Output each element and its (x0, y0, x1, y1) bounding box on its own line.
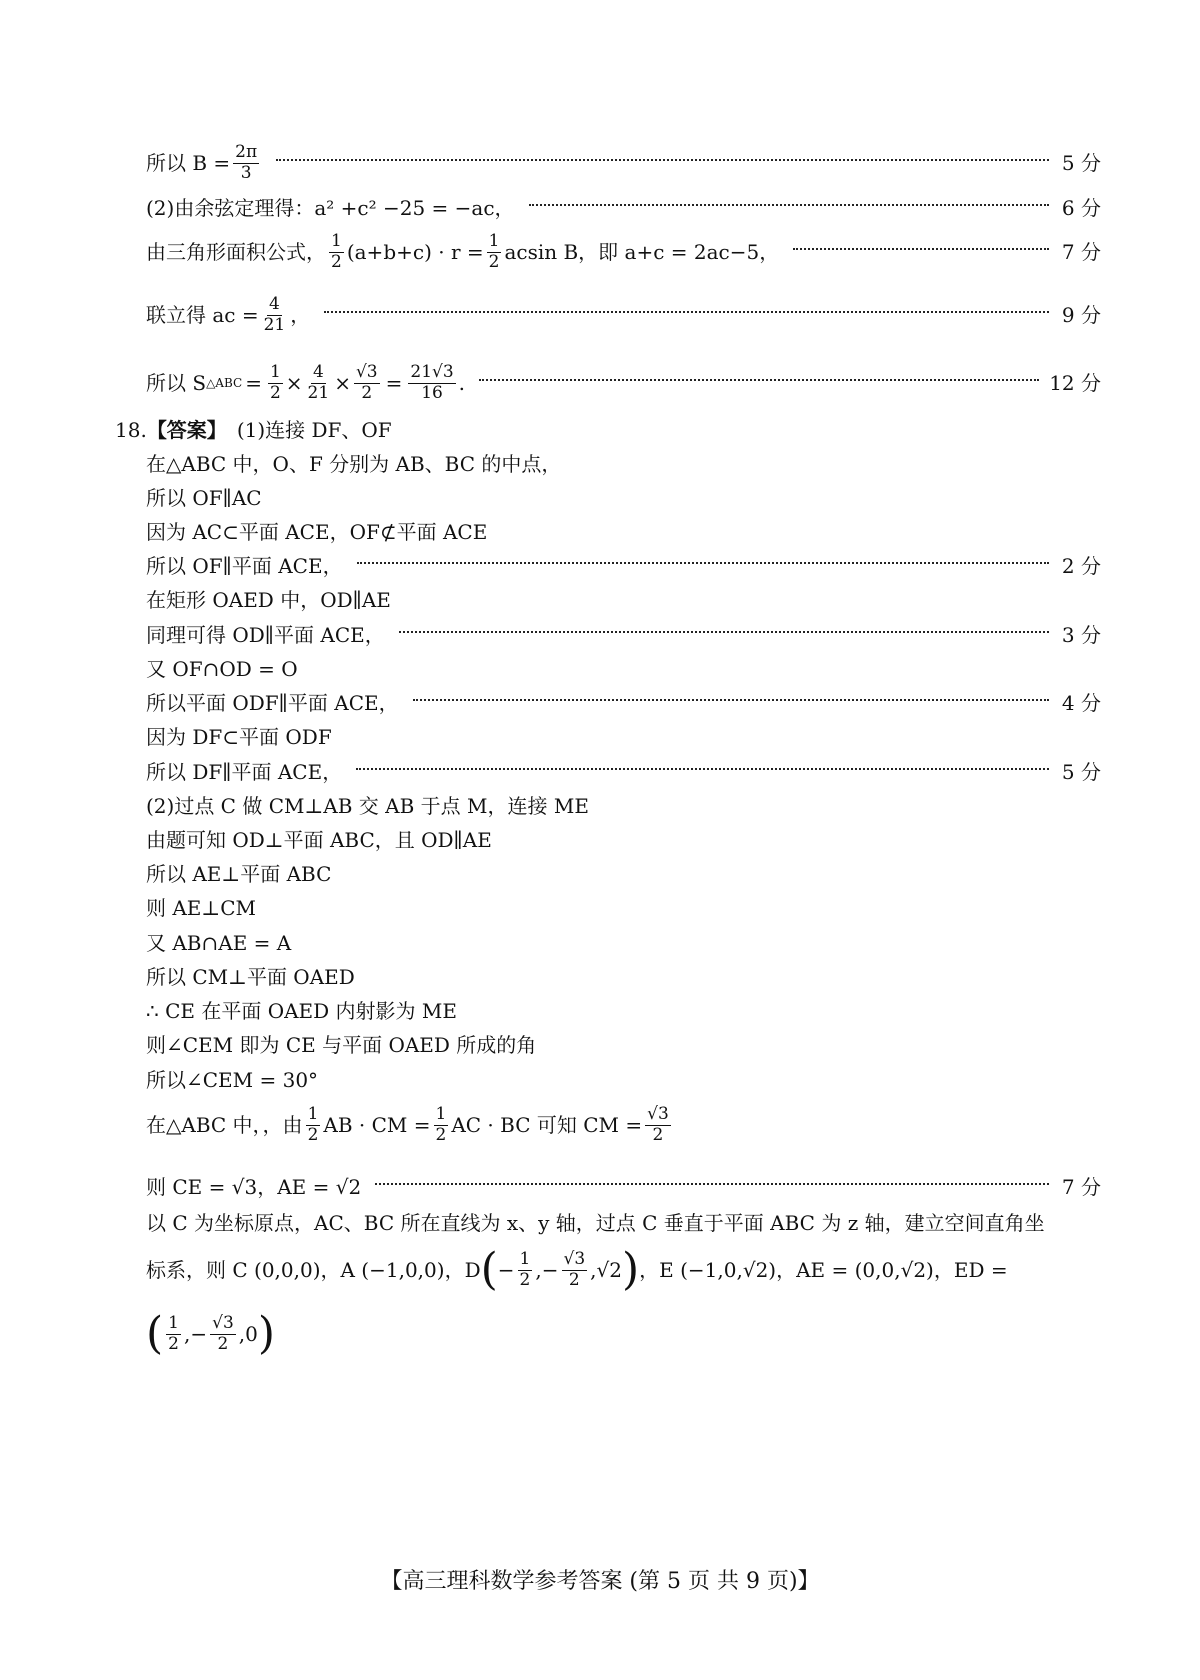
answer-line-22 (146, 965, 1101, 989)
leader-dots (413, 699, 1049, 701)
answer-line-13 (146, 657, 1101, 681)
line-text: ,√2 (590, 1258, 622, 1282)
leader-dots (375, 1183, 1049, 1185)
line-text: 在△ABC 中，，由 (146, 1113, 303, 1138)
answer-line-29 (146, 1244, 1101, 1295)
line-text: ， (290, 303, 311, 328)
separator: ,− (535, 1258, 559, 1282)
leader-dots (276, 159, 1049, 161)
answer-line-10 (146, 554, 1101, 578)
line-text: 则 CE = √3，AE = √2 (146, 1175, 362, 1199)
line-text: (2)由余弦定理得：a² +c² −25 = −ac， (146, 196, 515, 220)
answer-line-9 (146, 520, 1101, 544)
line-text: (1)连接 DF、OF (236, 418, 392, 442)
line-text: 以 C 为坐标原点，AC、BC 所在直线为 x、y 轴，过点 C 垂直于平面 ABC 为 z 轴，建立空间直角坐 (146, 1211, 1045, 1235)
line-text: 在矩形 OAED 中，OD∥AE (146, 588, 391, 612)
fraction: $\frac{√3}{2}$ (212, 1312, 234, 1354)
score-label: 5 分 (1061, 760, 1101, 784)
times: × (285, 371, 303, 396)
score-label: 7 分 (1061, 240, 1101, 265)
line-text: 所以 OF∥平面 ACE， (146, 554, 343, 578)
answer-line-17 (146, 794, 1101, 818)
leader-dots (793, 248, 1049, 250)
line-text: 所以 CM⊥平面 OAED (146, 965, 355, 989)
line-text: 因为 AC⊂平面 ACE，OF⊄平面 ACE (146, 520, 488, 544)
line-text: 则∠CEM 即为 CE 与平面 OAED 所成的角 (146, 1033, 537, 1057)
answer-line-20 (146, 896, 1101, 920)
score-label: 7 分 (1061, 1175, 1101, 1199)
answer-line-5 (146, 363, 1101, 403)
line-text: (2)过点 C 做 CM⊥AB 交 AB 于点 M，连接 ME (146, 794, 589, 818)
line-text: 则 AE⊥CM (146, 896, 256, 920)
score-label: 4 分 (1061, 691, 1101, 715)
fraction: $\frac{1}{2}$ (269, 362, 281, 403)
right-paren: ) (257, 1308, 276, 1359)
fraction: $\frac{4}{21}$ (263, 294, 286, 335)
line-text: 所以 OF∥AC (146, 486, 262, 510)
question-number: 18. (115, 418, 147, 442)
answer-line-16 (146, 760, 1101, 784)
answer-line-28 (146, 1211, 1101, 1235)
minus: − (497, 1258, 515, 1282)
line-text: 在△ABC 中，O、F 分别为 AB、BC 的中点， (146, 452, 562, 476)
answer-line-23 (146, 999, 1101, 1023)
answer-line-4 (146, 295, 1101, 335)
answer-line-27 (146, 1175, 1101, 1199)
leader-dots (479, 379, 1039, 381)
fraction: $\frac{21√3}{16}$ (410, 362, 454, 403)
leader-dots (357, 562, 1049, 564)
line-text: 标系，则 C (0,0,0)，A (−1,0,0)，D (146, 1258, 481, 1282)
answer-line-21 (146, 931, 1101, 955)
line-text: 所以 B = (146, 151, 231, 176)
line-text: 又 OF∩OD = O (146, 657, 298, 681)
separator: ,− (184, 1322, 208, 1346)
score-label: 12 分 (1049, 371, 1101, 396)
line-text: AB · CM = (323, 1113, 431, 1138)
line-text: . (458, 371, 466, 396)
answer-line-25 (146, 1068, 1101, 1092)
left-paren: ( (480, 1244, 498, 1295)
fraction: $\frac{1}{2}$ (307, 1104, 319, 1145)
leader-dots (324, 311, 1049, 313)
answer-line-15 (146, 725, 1101, 749)
answer-tag: 【答案】 (146, 418, 227, 442)
left-paren: ( (146, 1308, 164, 1359)
line-text: 所以∠CEM = 30° (146, 1068, 319, 1092)
answer-line-12 (146, 623, 1101, 647)
answer-line-8 (146, 486, 1101, 510)
score-label: 9 分 (1061, 303, 1101, 328)
fraction: $\frac{√3}{2}$ (563, 1248, 586, 1290)
answer-line-7 (146, 452, 1101, 476)
answer-line-11 (146, 588, 1101, 612)
line-text: 所以平面 ODF∥平面 ACE， (146, 691, 399, 715)
fraction: $\frac{1}{2}$ (488, 231, 500, 272)
line-text: AC · BC 可知 CM = (451, 1113, 643, 1138)
line-text: 因为 DF⊂平面 ODF (146, 725, 332, 749)
line-text: 所以 S (146, 371, 207, 396)
fraction: $\frac{4}{21}$ (307, 362, 330, 403)
equals: = (385, 371, 403, 396)
line-text: 同理可得 OD∥平面 ACE， (146, 623, 385, 647)
fraction: $\frac{2\pi}{3}$ (235, 142, 258, 183)
times: × (334, 371, 351, 396)
line-text: 联立得 ac = (146, 303, 259, 328)
answer-line-18 (146, 828, 1101, 852)
right-paren: ) (621, 1244, 640, 1295)
line-text: (a+b+c) · r = (346, 240, 484, 265)
answer-line-19 (146, 862, 1101, 886)
answer-line-3 (146, 232, 1101, 272)
equals: = (245, 371, 262, 396)
score-label: 3 分 (1061, 623, 1101, 647)
score-label: 6 分 (1061, 196, 1101, 220)
page-footer: 【高三理科数学参考答案 (第 5 页 共 9 页)】 (380, 1569, 820, 1594)
score-label: 5 分 (1061, 151, 1101, 176)
answer-line-30 (146, 1308, 1101, 1359)
line-text: 又 AB∩AE = A (146, 931, 292, 955)
leader-dots (529, 204, 1049, 206)
fraction: $\frac{1}{2}$ (519, 1248, 531, 1290)
leader-dots (356, 768, 1049, 770)
line-text: 所以 AE⊥平面 ABC (146, 862, 332, 886)
answer-line-14 (146, 691, 1101, 715)
leader-dots (399, 631, 1049, 633)
line-text: 所以 DF∥平面 ACE， (146, 760, 343, 784)
line-text: acsin B，即 a+c = 2ac−5， (504, 240, 780, 265)
answer-line-1 (146, 143, 1101, 183)
line-text: ，E (−1,0,√2)，AE = (0,0,√2)，ED = (639, 1258, 1008, 1282)
fraction: $\frac{√3}{2}$ (355, 362, 378, 403)
fraction: $\frac{√3}{2}$ (647, 1104, 669, 1145)
line-text: ∴ CE 在平面 OAED 内射影为 ME (146, 999, 457, 1023)
fraction: $\frac{1}{2}$ (168, 1312, 179, 1354)
line-text: 由三角形面积公式， (146, 240, 326, 265)
answer-line-26 (146, 1105, 1101, 1145)
score-label: 2 分 (1061, 554, 1101, 578)
line-text: ,0 (238, 1322, 258, 1346)
answer-line-24 (146, 1033, 1101, 1057)
fraction: $\frac{1}{2}$ (331, 231, 342, 272)
fraction: $\frac{1}{2}$ (435, 1104, 447, 1145)
answer-line-2 (146, 196, 1101, 220)
line-text: 由题可知 OD⊥平面 ABC，且 OD∥AE (146, 828, 492, 852)
question-18-heading (115, 418, 1070, 442)
subscript: △ABC (206, 375, 243, 390)
